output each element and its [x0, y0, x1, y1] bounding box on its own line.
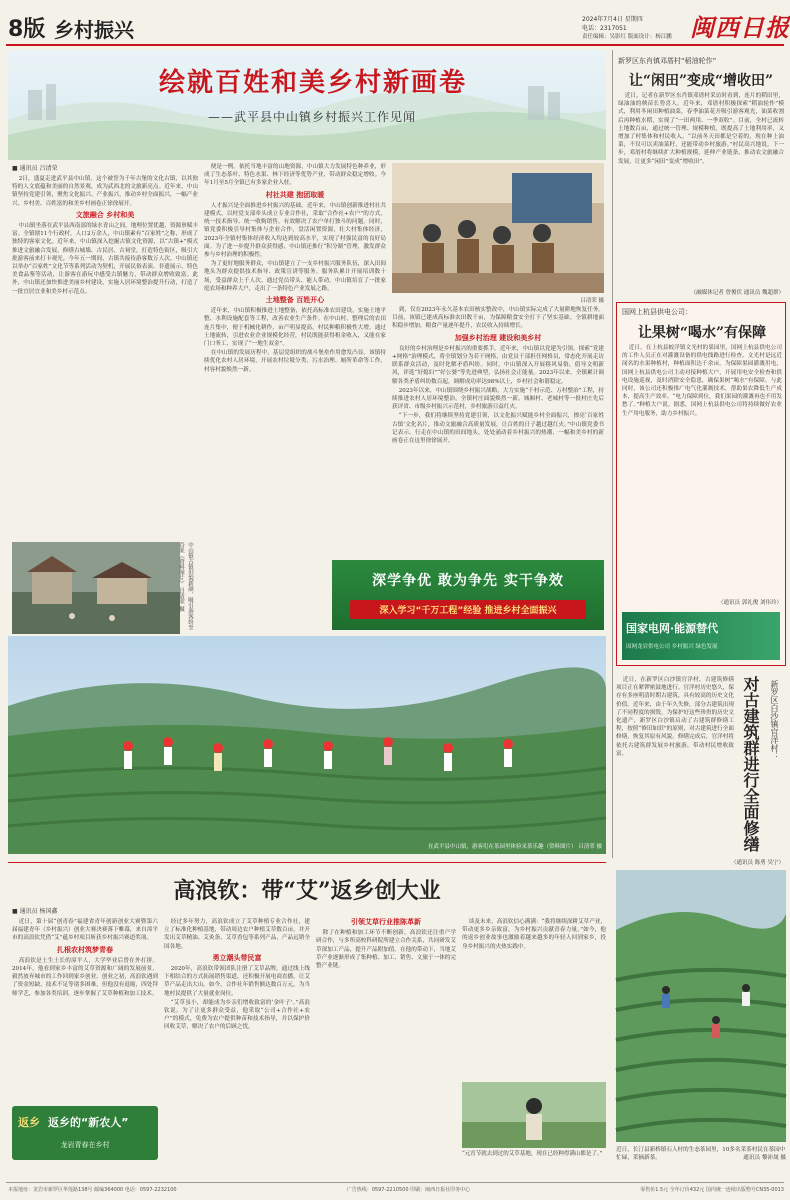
lead-header	[8, 50, 606, 160]
lead-subhead: 加强乡村治理 建设和美乡村	[454, 333, 542, 342]
lead-paragraph: 为了更好地服务群众，中山镇建立了一支乡村振兴服务队伍，深入田间地头为群众提供技术指导、政策宣讲等服务。服务队累计开展培训数十场，受益群众上千人次。通过党员带头、能人带动，中山镇培育了一批家庭农场和种养大户，走出了一条特色产业发展之路。	[204, 261, 386, 292]
masthead-rule	[6, 44, 784, 46]
masthead-tel: 电话：2317051	[582, 25, 627, 32]
story2-photo	[462, 1082, 606, 1148]
story2-col4: 谈及未来，高浪钦信心满满：“我将继续深耕艾草产业，带动更多乡亲致富，为乡村振兴贡献青春力量。”如今，他的返乡创业故事也激励着越来越多的年轻人回到家乡，投身乡村振兴的火热实践中。	[462, 919, 606, 950]
sidebar1-kicker: 新罗区东肖镇邓厝村“稻油轮作”	[618, 57, 717, 65]
story2-subhead: 勇立潮头带民富	[212, 953, 262, 962]
lead-subhead: 土地整备 百姓开心	[265, 296, 325, 305]
sidebar2-kicker: 国网上杭县供电公司：	[622, 308, 692, 316]
lead-paragraph: 便是一例。依托当地丰富的山地资源，中山镇大力发展特色种养业，形成了生态茶叶、特色水果、林下经济等优势产业，带动群众稳定增收。今年1月至5月全镇已有多家企业入驻。	[204, 164, 386, 187]
story2-quote: “元宵节就去到过的艾草基地，现在已经种得满山都是了。”	[462, 1151, 603, 1157]
slogan-banner	[332, 560, 604, 630]
story2-subhead: 扎根农村筑梦青春	[57, 945, 113, 954]
lead-paragraph: 2日，盛夏走进武平县中山镇，这个被誉为千年古堡的文化古镇，以其独特的人文底蕴和美丽的自然景观，成为武西北的文旅新亮点。近年来，中山镇坚持党建引领，聚焦文化振兴、产业振兴，推动乡村全面振兴，一幅产业兴、乡村美、百姓富的和美乡村画卷正徐徐展开。	[12, 176, 198, 207]
lead-paragraph: 近年来，中山镇积极推进土地整备，依托高标准农田建设，实施土地平整、水利设施配套等工程，改善农业生产条件。在中山村，整理后的农田连片集中，便于机械化耕作，亩产明显提高，村民种粮积极性大增。通过土地流转，引进农业企业规模化经营，村民既能获得租金收入，又能在家门口务工，实现了“一地生双金”。	[204, 308, 386, 348]
sidebar2-byline: （通讯员 郭礼俊 刘伟玲）	[718, 600, 782, 606]
story2-subhead: 引领艾草行业推陈革新	[351, 918, 421, 926]
lead-col1	[12, 175, 198, 540]
photo-caption-vertical: 中山镇古镇旧貌新颜，吸引游客纷至沓来（资料图片） 吕清荣 摄	[178, 542, 193, 630]
newspaper-logo: 闽西日报	[690, 13, 790, 42]
lead-subtitle: ——武平县中山镇乡村振兴工作见闻	[208, 110, 417, 124]
sidebar1-title: 让“闲田”变成“增收田”	[628, 73, 774, 89]
sidebar3-body: 近日，在新罗区白沙镇官洋村，古建筑修缮项目正在紧锣密鼓地进行。官洋村历史悠久，保存有多座明清时期古建筑，具有较高的历史文化价值。近年来，由于年久失修，部分古建筑出现了不同程度的损毁。为保护好这些珍贵的历史文化遗产，新罗区白沙镇启动了古建筑群修缮工程，按照“修旧如旧”的原则，对古建筑进行全面修缮，恢复其原有风貌。修缮完成后，官洋村将依托古建筑群发展乡村旅游，带动村民增收致富。	[616, 677, 734, 757]
sidebar-divider	[612, 50, 613, 858]
sidebar3-kicker: 新罗区白沙镇官洋村：	[770, 680, 779, 760]
slogan-title: 深学争优 敢为争先 实干争效	[372, 573, 564, 589]
lead-paragraph: 良好的乡村治理是乡村振兴的重要抓手。近年来，中山镇以党建为引领，探索“党建+网格”治理模式，将全镇划分为若干网格，由党员干部担任网格员，常态化开展走访联系群众活动，及时化解矛盾纠纷。同时，中山镇深入开展移风易俗，倡导文明新风，评选“好媳妇”“好公婆”等先进典型，弘扬社会正能量。2023年以来，全镇累计调解各类矛盾纠纷数百起，调解成功率达98%以上，乡村社会和谐稳定。	[392, 345, 604, 385]
sidebar3-photo-caption: 近日，长汀县新桥镇石人村的生态茶园里，10多名采茶村民在茶园中忙碌，采摘新茶。 通讯员 黎沛晟 摄	[616, 1147, 786, 1161]
sidebar3-photo	[616, 870, 786, 1142]
lead-paragraph: 中山镇坐落在武平县西南部的绿水青山之间，地理位置优越，资源禀赋丰富。全镇辖11个行政村，人口2万余人，中山镇素有“百家姓”之称，形成了独特的客家文化。近年来，中山镇深入挖掘古镇文化资源，以“古镇+”模式推进文旅融合发展，修缮古城墙、古民居、古祠堂，打造特色街区，吸引大批游客前来打卡观光。今年五一期间，古镇共接待游客数万人次。中山镇还以举办“百家姓”文化节等系列活动为契机，开展民俗表演、非遗展示、特色美食品鉴等活动，让游客在游玩中感受古镇魅力，带动群众增收致富。此外，中山镇还加快推进美丽乡村建设，实施人居环境整治提升行动，打造了一批宜居宜业和美乡村示范点。	[12, 223, 198, 295]
lead-photo-old-town	[12, 542, 180, 634]
sidebar2-body: 近日，在上杭县蛟洋镇文光村的果园里，国网上杭县供电公司的工作人员正在对灌溉设备的供电线路进行检查。文光村是远近闻名的水果种植村，种植面积达千余亩。为保障果园灌溉用电，国网上杭县供电公司主动对接种植大户，开展用电安全检查和供电设施巡视，及时消除安全隐患，确保果树“喝水”有保障。与此同时，该公司还积极推广电气化灌溉技术，帮助果农降低生产成本，提高生产效率。“电力保障到位，我们果园的灌溉再也不用发愁了。”种植大户说。据悉，国网上杭县供电公司将持续做好农业生产用电服务，助力乡村振兴。	[622, 345, 782, 417]
story2-col1: 近日，第十届“创青春”福建省青年创新创业大赛暨第六届福建青年（乡村振兴）创业大赛决赛落下帷幕，来自漳平市的高浪钦凭借“艾”蕴乡村项目斩获乡村振兴赛道奖项。 扎根农村筑梦青春 高浪钦是土生土长的漳平人，大学毕业后曾在外打拼。2014年，他看到家乡丰富的艾草资源和广阔的发展前景，毅然放弃城市的工作回到家乡创业。创业之初，高浪钦遇到了资金短缺、技术不足等诸多困难，但他没有退缩，四处拜师学艺，参加各类培训，逐步掌握了艾草种植和加工技术。	[12, 919, 158, 997]
badge-subtitle: 龙岩青春在乡村	[60, 1141, 110, 1149]
sidebar2-title: 让果树“喝水”有保障	[637, 325, 767, 341]
masthead-date: 2024年7月4日 星期四	[582, 16, 643, 23]
lead-paragraph: 在中山镇的发展历程中，基层党组织的战斗堡垒作用愈发凸显。该镇持续优化农村人居环境，开展农村垃圾分类、污水治理、厕所革命等工作，村容村貌焕然一新。	[204, 350, 386, 373]
masthead-editors: 责任编辑：吴影红 版面设计：杨江鹏	[582, 34, 672, 40]
lead-title: 绘就百姓和美乡村新画卷	[158, 68, 467, 98]
lead-paragraph: 2023年以来，中山镇围绕乡村振兴战略，大力实施“千村示范、万村整治”工程，持续推进农村人居环境整治，全镇村庄面貌焕然一新。城厢村、老城村等一批村庄先后获评省、市级乡村振兴示范村，乡村旅游日益红火。	[392, 387, 604, 411]
lead-photo-classroom	[392, 163, 604, 293]
square-icon: ■	[12, 908, 20, 915]
lead-col3	[392, 306, 604, 558]
footer-rule	[6, 1182, 784, 1183]
page-number: 8版	[8, 17, 46, 42]
story2-title: 高浪钦：带“艾”返乡创大业	[173, 878, 441, 904]
story2-rule	[8, 862, 606, 863]
sidebar1-body: 近日，记者在新罗区东肖镇邓厝村采访时看到，连片的稻田里，绿油油的秧苗长势喜人。近年来，邓厝村积极探索“稻油轮作”模式，利用冬闲田种植油菜，春季油菜花开吸引游客观光，油菜收割后再种植水稻，实现了“一田两用、一季双收”。目前，全村已流转土地数百亩，通过统一管理、规模种植，既提高了土地利用率，又增加了村集体和村民收入。“以前冬天田都是空着的，现在种上油菜，不仅可以卖油菜籽，还能带动乡村旅游。”村民高兴地说。下一步，邓厝村将继续扩大种植规模，延伸产业链条，推动农文旅融合发展，让更多“闲田”变成“增收田”。	[618, 93, 784, 165]
badge-kicker: 返乡	[18, 1116, 40, 1129]
photo-caption: 吕清荣 摄	[580, 298, 604, 304]
sidebar3-title: 对古建筑群进行全面修缮	[741, 676, 760, 852]
section-title: 乡村振兴	[54, 18, 134, 42]
ad-subtitle: 国网龙岩供电公司 乡村振兴 绿色发展	[626, 644, 718, 650]
lead-paragraph: 到，仅在2023年永久基本农田核实整改中，中山镇实际完成了大量耕地恢复任务。目前，该镇已建成高标准农田数千亩，为保障粮食安全打下了坚实基础。全镇耕地面积稳步增加，粮食产量逐年提升，农民收入持续增长。	[392, 307, 604, 330]
footer-price: 零售价1.5元 全年订价432元 国内统一连续出版物号CN35-0013	[640, 1187, 784, 1193]
story2-col3: 引领艾草行业推陈革新 除了在种植和加工环节不断创新，高浪钦还注重产学研合作，与多所高校科研院所建立合作关系，共同研发艾草深加工产品，提升产品附加值。在他的带动下，当地艾草产业逐渐形成了集种植、加工、销售、文旅于一体的完整产业链。	[316, 918, 456, 970]
footer-address: 本报地址：龙岩市新罗区华莲路138号 邮编364000 电话：0597-2232100	[8, 1187, 177, 1193]
sidebar2-ad	[622, 612, 780, 660]
story2-badge	[12, 1106, 158, 1160]
lead-paragraph: 人才振兴是全面推进乡村振兴的基础。近年来，中山镇创新推进村社共建模式，以村党支部牵头成立专业合作社，采取“合作社+农户”的方式，统一技术指导、统一收购销售，有效解决了农户单打独斗的问题。同时，镇党委积极引导村集体与企业合作，盘活闲置资源，壮大村集体经济，2023年全镇村集体经济收入均达到较高水平，实现了村强民富的良好局面。为了进一步提升群众获得感，中山镇还推行“积分制”管理，激发群众参与乡村治理的积极性。	[204, 202, 386, 259]
lead-byline: ■ 通讯员 吕清荣	[12, 165, 58, 172]
footer-ad: 广告热线：0597-2210500 印刷：闽西日报社印务中心	[346, 1187, 471, 1193]
story2-byline: ■ 通讯员 杨国鑫	[12, 908, 58, 915]
badge-title: 返乡的“新农人”	[48, 1116, 129, 1129]
story2-col2: 经过多年努力，高浪钦成立了艾草种植专业合作社，建立了标准化种植基地，带动周边农户种植艾草数百亩，并开发出艾草精油、艾灸条、艾草香包等系列产品，产品远销全国各地。 勇立潮头带民富 2020年，高浪钦带领团队注册了艾草品牌，通过线上线下相结合的方式拓展销售渠道，还积极开展电商直播，让艾草产品走出大山。如今，合作社年销售额达数百万元，为当地村民提供了大量就业岗位。 “艾草虽小，却能成为乡亲们增收致富的‘金叶子’。”高浪钦说。为了让更多群众受益，他采取“公司+合作社+农户”的模式，免费为农户提供种苗和技术指导，并以保护价回收艾草，解决了农户的后顾之忧。	[164, 919, 310, 1031]
lead-subhead: 村社共建 抱团取暖	[265, 190, 325, 199]
sidebar1-byline: （融媒体记者 曾俊伏 通讯员 魏超群）	[690, 290, 784, 296]
lead-photo-tea-garden	[8, 636, 606, 854]
lead-paragraph: “下一步，我们将继续坚持党建引领，以文化振兴赋能乡村全面振兴，擦亮‘百家姓古镇’文化名片，推动文旅融合高质量发展，让百姓的日子越过越红火。”中山镇党委书记表示。行走在中山镇的田间地头，处处涌动着乡村振兴的热潮，一幅和美乡村的新画卷正在这里徐徐展开。	[392, 413, 604, 445]
ad-title: 国家电网·能源替代	[626, 622, 719, 635]
footer	[8, 1186, 784, 1193]
photo-caption: 在武平县中山镇，游客们在茶园里体验采茶乐趣（资料图片） 吕清荣 摄	[428, 844, 602, 850]
lead-subhead: 文旅融合 乡村和美	[75, 210, 135, 219]
square-icon: ■	[12, 165, 20, 172]
slogan-subtitle: 深入学习“千万工程”经验 推进乡村全面振兴	[350, 600, 586, 619]
sidebar3-byline: （通讯员 陈勇 吴宁）	[731, 860, 784, 866]
